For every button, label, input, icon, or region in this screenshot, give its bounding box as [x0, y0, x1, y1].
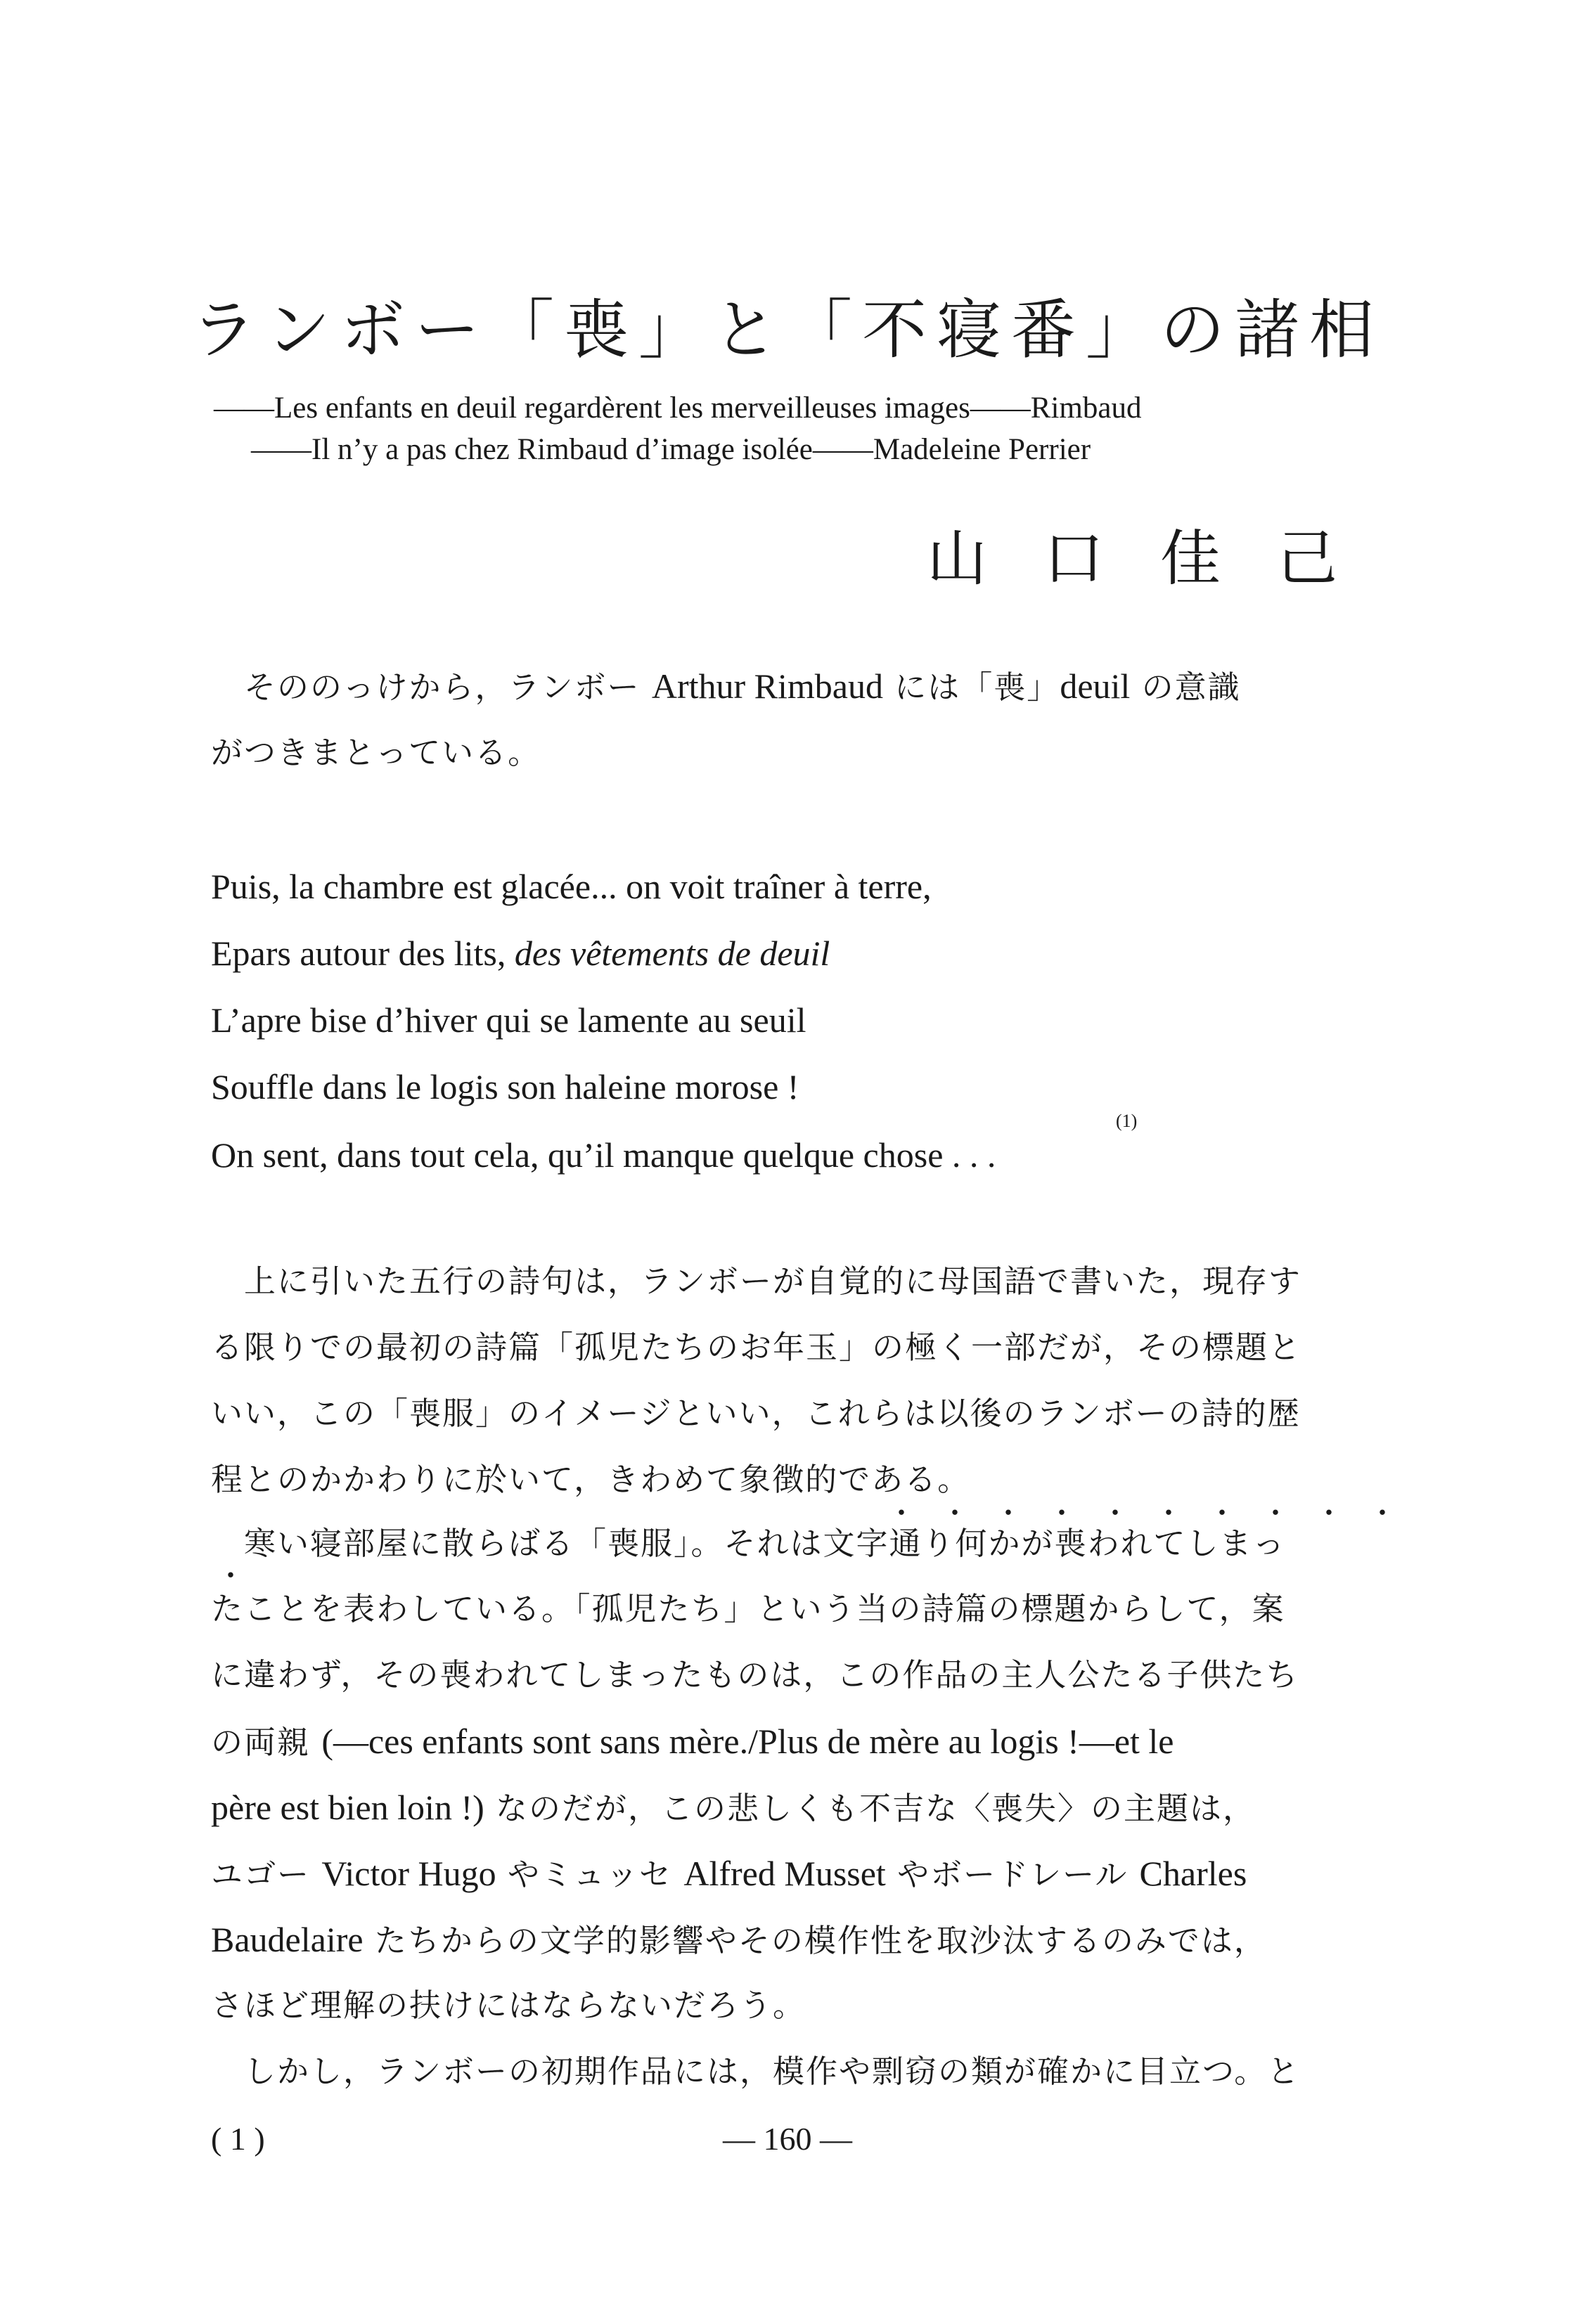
- para1-line-2: る限りでの最初の詩篇「孤児たちのお年玉」の極く一部だが，その標題と: [211, 1329, 1302, 1366]
- intro-word: deuil: [1060, 666, 1131, 706]
- para2-line-3: に違わず，その喪われてしまったものは，この作品の主人公たる子供たち: [211, 1656, 1299, 1693]
- para2-line-6: [211, 1852, 1385, 1897]
- para-text: やボードレール: [885, 1856, 1140, 1893]
- para-name: Alfred Musset: [683, 1854, 886, 1893]
- intro-text: の意識: [1130, 669, 1241, 706]
- poem-line-5: On sent, dans tout cela, qu’il manque quelque chose . . .: [211, 1135, 996, 1175]
- para-quote: (—ces enfants sont sans mère./Plus de mère au logis !—et le: [321, 1722, 1174, 1761]
- footnote-marker: (1): [1116, 1111, 1138, 1131]
- para1-line-4: 程とのかかわりに於いて，きわめて象徴的である。: [211, 1461, 971, 1498]
- para2-line-1: 寒い寝部屋に散らばる「喪服」。それは文字通り何かが喪われてしまっ: [244, 1525, 1286, 1562]
- intro-text: には「喪」: [883, 669, 1060, 706]
- para2-line-2: たことを表わしている。「孤児たち」という当の詩篇の標題からして，案: [211, 1590, 1285, 1627]
- intro-line-2: がつきまとっている。: [211, 734, 541, 771]
- para-quote: père est bien loin !): [211, 1788, 484, 1827]
- page-title: ランボー「喪」と「不寝番」の諸相: [191, 292, 1384, 368]
- poem-line-2: [211, 931, 830, 975]
- para-text: の両親: [211, 1724, 322, 1761]
- poem-line-1: Puis, la chambre est glacée... on voit traîner à terre,: [211, 867, 932, 906]
- intro-text: そののっけから，ランボー: [244, 669, 652, 706]
- footnote-page-index: ( 1 ): [211, 2121, 265, 2157]
- emphasis-dot: ・: [217, 1560, 245, 1592]
- para1-line-1: 上に引いた五行の詩句は，ランボーが自覚的に母国語で書いた，現存す: [244, 1263, 1302, 1300]
- intro-line-1: [244, 664, 1418, 709]
- poem-italic: des vêtements de deuil: [514, 934, 830, 973]
- para-text: ユゴー: [211, 1856, 322, 1893]
- poem-line-4: Souffle dans le logis son haleine morose !: [211, 1067, 799, 1106]
- epigraph-rimbaud: ——Les enfants en deuil regardèrent les merveilleuses images——Rimbaud: [214, 392, 1142, 425]
- para-text: たちからの文学的影響やその模作性を取沙汰するのみでは，: [363, 1922, 1267, 1959]
- emphasis-dots: ・・・・・・・・・・: [887, 1497, 1422, 1530]
- para1-line-3: いい，この「喪服」のイメージといい，これらは以後のランボーの詩的歴: [211, 1395, 1301, 1432]
- para-name: Baudelaire: [211, 1920, 364, 1959]
- poem-line-3: L’apre bise d’hiver qui se lamente au seuil: [211, 1000, 806, 1040]
- para3-line-1: しかし，ランボーの初期作品には，模作や剽窃の類が確かに目立つ。と: [244, 2053, 1301, 2090]
- para2-line-4: [211, 1719, 1385, 1764]
- epigraph-perrier: ——Il n’y a pas chez Rimbaud d’image isolée——Madeleine Perrier: [251, 433, 1091, 466]
- para-name: Charles: [1139, 1854, 1247, 1893]
- para2-line-7: [211, 1918, 1385, 1963]
- para-text: なのだが，この悲しくも不吉な〈喪失〉の主題は，: [484, 1790, 1256, 1827]
- para2-line-8: さほど理解の扶けにはならないだろう。: [211, 1987, 806, 2024]
- poem-text: Epars autour des lits,: [211, 934, 515, 973]
- para-text: やミュッセ: [496, 1856, 684, 1893]
- page-number: — 160 —: [723, 2121, 852, 2157]
- para-name: Victor Hugo: [321, 1854, 496, 1893]
- author-name: 山口佳己: [927, 524, 1394, 594]
- para2-line-5: [211, 1786, 1385, 1831]
- intro-name: Arthur Rimbaud: [651, 666, 883, 706]
